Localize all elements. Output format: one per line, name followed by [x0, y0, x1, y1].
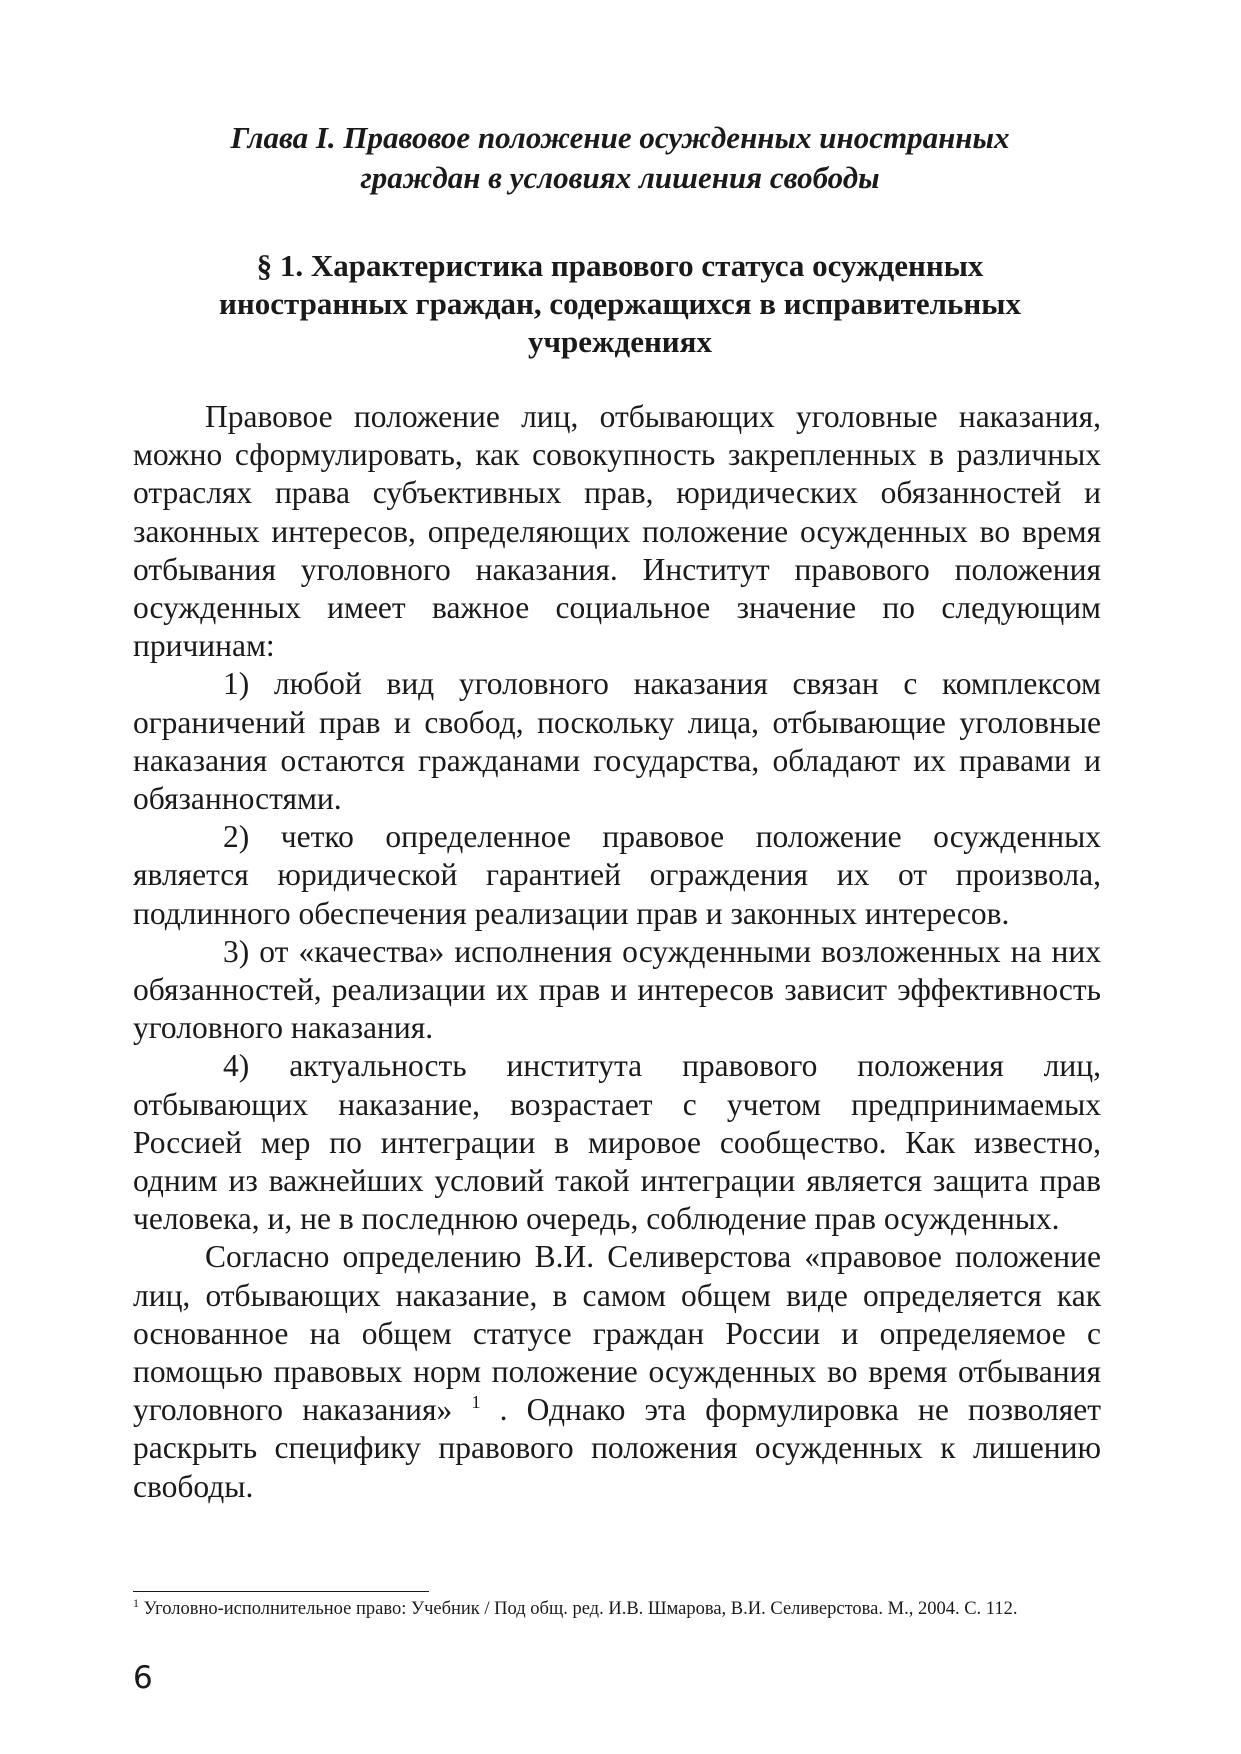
chapter-title-line-1: Глава I. Правовое положение осужденных иностранных — [230, 120, 1010, 155]
quote-text: Согласно определению В.И. Селиверстова «правовое положение лиц, отбывающих наказание, в самом общем виде определяется как основанное на общем статусе граждан России и определяемое с помощью правовых норм положение осужденных во время отбывания уголовного наказания» — [133, 1239, 1101, 1428]
section-title — [140, 247, 1100, 361]
chapter-title-line-2: граждан в условиях лишения свободы — [360, 160, 880, 195]
footnote-divider — [133, 1591, 429, 1592]
paragraph-intro: Правовое положение лиц, отбывающих уголовные наказания, можно сформулировать, как совокупность закрепленных в различных отраслях права субъективных прав, юридических обязанностей и законных интересов, определяющих положение осужденных во время отбывания уголовного наказания. Институт правового положения осужденных имеет важное социальное значение по следующим причинам: — [133, 399, 1101, 664]
footnote-text: Уголовно-исполнительное право: Учебник / Под общ. ред. И.В. Шмарова, В.И. Селиверстова. М., 2004. С. 112. — [139, 1599, 1018, 1619]
paragraph-quote — [133, 1238, 1101, 1505]
paragraph-item-4: 4) актуальность института правового положения лиц, отбывающих наказание, возрастает с учетом предпринимаемых Россией мер по интеграции в мировое сообщество. Как известно, одним из важнейших условий такой интеграции является защита прав человека, и, не в последнюю очередь, соблюдение прав осужденных. — [133, 1048, 1101, 1237]
body-text — [133, 398, 1101, 1506]
section-title-line-1: § 1. Характеристика правового статуса осужденных — [256, 248, 984, 283]
section-title-line-2: иностранных граждан, содержащихся в исправительных — [219, 286, 1021, 321]
paragraph-item-3: 3) от «качества» исполнения осужденными возложенных на них обязанностей, реализации их прав и интересов зависит эффективность уголовного наказания. — [133, 933, 1101, 1046]
footnote-reference[interactable]: 1 — [471, 1392, 481, 1413]
paragraph-item-1: 1) любой вид уголовного наказания связан с комплексом ограничений прав и свобод, поскольку лица, отбывающие уголовные наказания остаются гражданами государства, обладают их правами и обязанностями. — [133, 666, 1101, 817]
footnote-marker: 1 — [133, 1596, 139, 1610]
paragraph-item-2: 2) четко определенное правовое положение осужденных является юридической гарантией ограждения их от произвола, подлинного обеспечения реализации прав и законных интересов. — [133, 819, 1101, 931]
page-number: 6 — [133, 1660, 153, 1696]
section-title-line-3: учреждениях — [528, 324, 712, 359]
quote-continuation: . Однако эта формулировка не позволяет раскрыть специфику правового положения осужденных к лишению свободы. — [133, 1392, 1101, 1504]
chapter-title — [140, 118, 1100, 198]
footnote — [133, 1598, 1115, 1620]
